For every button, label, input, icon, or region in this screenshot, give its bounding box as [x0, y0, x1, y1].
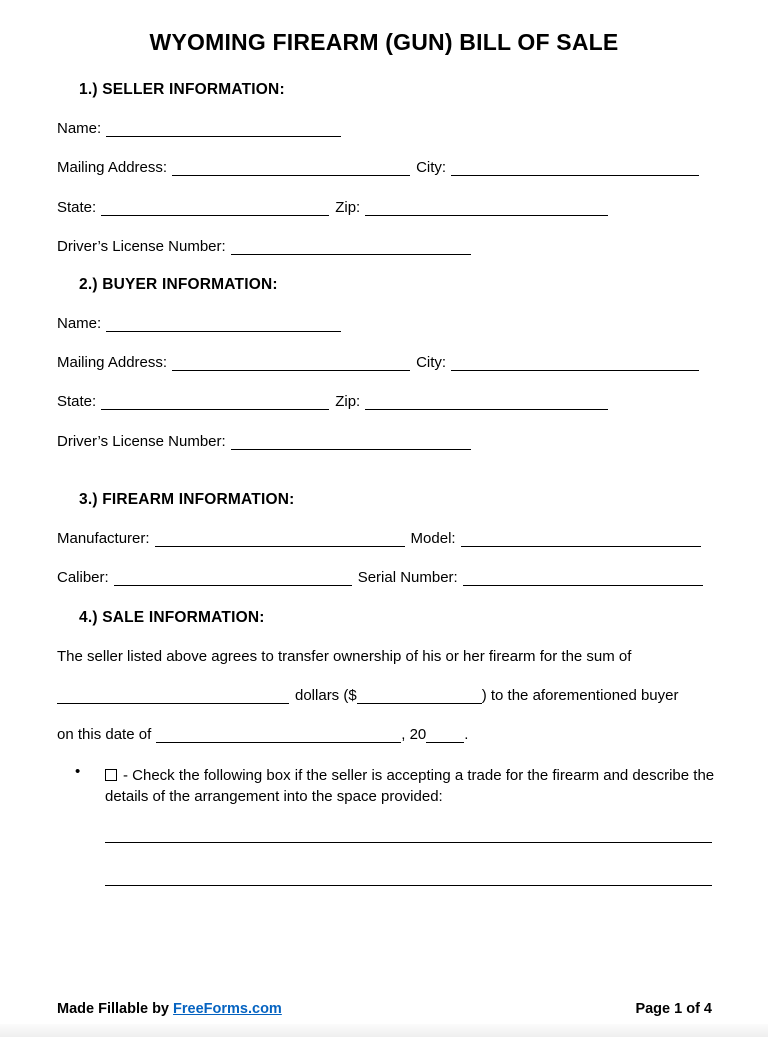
date-prefix-label: on this date of: [57, 726, 152, 743]
seller-mailing-address-input[interactable]: [172, 158, 410, 176]
serial-number-input[interactable]: [463, 568, 703, 586]
serial-number-label: Serial Number:: [357, 569, 458, 586]
sum-words-input[interactable]: [57, 686, 289, 704]
after-amount-text: ) to the aforementioned buyer: [481, 687, 679, 704]
seller-city-label: City:: [416, 159, 447, 176]
model-label: Model:: [410, 530, 456, 547]
trade-details-line-1[interactable]: [105, 842, 712, 843]
buyer-drivers-license-label: Driver’s License Number:: [57, 433, 226, 450]
buyer-name-input[interactable]: [106, 314, 341, 332]
buyer-drivers-license-input[interactable]: [231, 432, 471, 450]
seller-drivers-license-input[interactable]: [231, 237, 471, 255]
section-heading-firearm: 3.) FIREARM INFORMATION:: [79, 491, 295, 508]
firearm-caliber-row: [57, 568, 703, 587]
manufacturer-input[interactable]: [155, 529, 405, 547]
sale-paragraph-line1: The seller listed above agrees to transfer ownership of his or her firearm for the sum of: [57, 648, 632, 665]
buyer-state-row: [57, 392, 608, 411]
buyer-name-label: Name:: [57, 315, 102, 332]
buyer-mailing-address-input[interactable]: [172, 353, 410, 371]
trade-details-line-2[interactable]: [105, 885, 712, 886]
sale-paragraph-line3: [57, 725, 468, 744]
buyer-zip-label: Zip:: [335, 393, 361, 410]
buyer-state-label: State:: [57, 393, 97, 410]
made-fillable-text: Made Fillable by: [57, 1001, 174, 1017]
section-heading-buyer: 2.) BUYER INFORMATION:: [79, 276, 278, 293]
buyer-state-input[interactable]: [101, 392, 329, 410]
seller-zip-label: Zip:: [335, 199, 361, 216]
sum-amount-input[interactable]: [357, 686, 482, 704]
sale-year-input[interactable]: [426, 725, 464, 743]
buyer-name-row: [57, 314, 341, 333]
buyer-license-row: [57, 432, 471, 451]
buyer-city-label: City:: [416, 354, 447, 371]
seller-name-row: [57, 119, 341, 138]
firearm-manufacturer-row: [57, 529, 701, 548]
seller-mailing-address-label: Mailing Address:: [57, 159, 168, 176]
section-heading-seller: 1.) SELLER INFORMATION:: [79, 81, 285, 98]
seller-state-row: [57, 198, 608, 217]
year-prefix-label: , 20: [401, 726, 427, 743]
page-indicator: Page 1 of 4: [635, 1001, 712, 1017]
freeforms-link[interactable]: FreeForms.com: [173, 1001, 282, 1017]
caliber-input[interactable]: [114, 568, 352, 586]
buyer-mailing-address-label: Mailing Address:: [57, 354, 168, 371]
seller-license-row: [57, 237, 471, 256]
manufacturer-label: Manufacturer:: [57, 530, 150, 547]
caliber-label: Caliber:: [57, 569, 109, 586]
seller-name-label: Name:: [57, 120, 102, 137]
trade-bullet-item: [105, 765, 717, 807]
seller-state-label: State:: [57, 199, 97, 216]
seller-zip-input[interactable]: [365, 198, 608, 216]
trade-checkbox[interactable]: [105, 769, 117, 781]
seller-address-row: [57, 158, 699, 177]
sale-date-input[interactable]: [156, 725, 401, 743]
buyer-city-input[interactable]: [451, 353, 699, 371]
sale-paragraph-line2: [57, 686, 679, 705]
bullet-icon: •: [75, 763, 81, 780]
sentence-period: .: [464, 726, 469, 743]
seller-name-input[interactable]: [106, 119, 341, 137]
model-input[interactable]: [461, 529, 701, 547]
page-footer: [57, 1000, 712, 1019]
document-title: WYOMING FIREARM (GUN) BILL OF SALE: [149, 29, 619, 55]
buyer-address-row: [57, 353, 699, 372]
buyer-zip-input[interactable]: [365, 392, 608, 410]
page-bottom-edge: [0, 1024, 768, 1037]
seller-state-input[interactable]: [101, 198, 329, 216]
dollars-label: dollars ($: [295, 687, 357, 704]
seller-drivers-license-label: Driver’s License Number:: [57, 238, 226, 255]
section-heading-sale: 4.) SALE INFORMATION:: [79, 609, 265, 626]
seller-city-input[interactable]: [451, 158, 699, 176]
trade-bullet-text: - Check the following box if the seller is accepting a trade for the firearm and describe the details of the arrangement into the space provided:: [105, 767, 715, 805]
